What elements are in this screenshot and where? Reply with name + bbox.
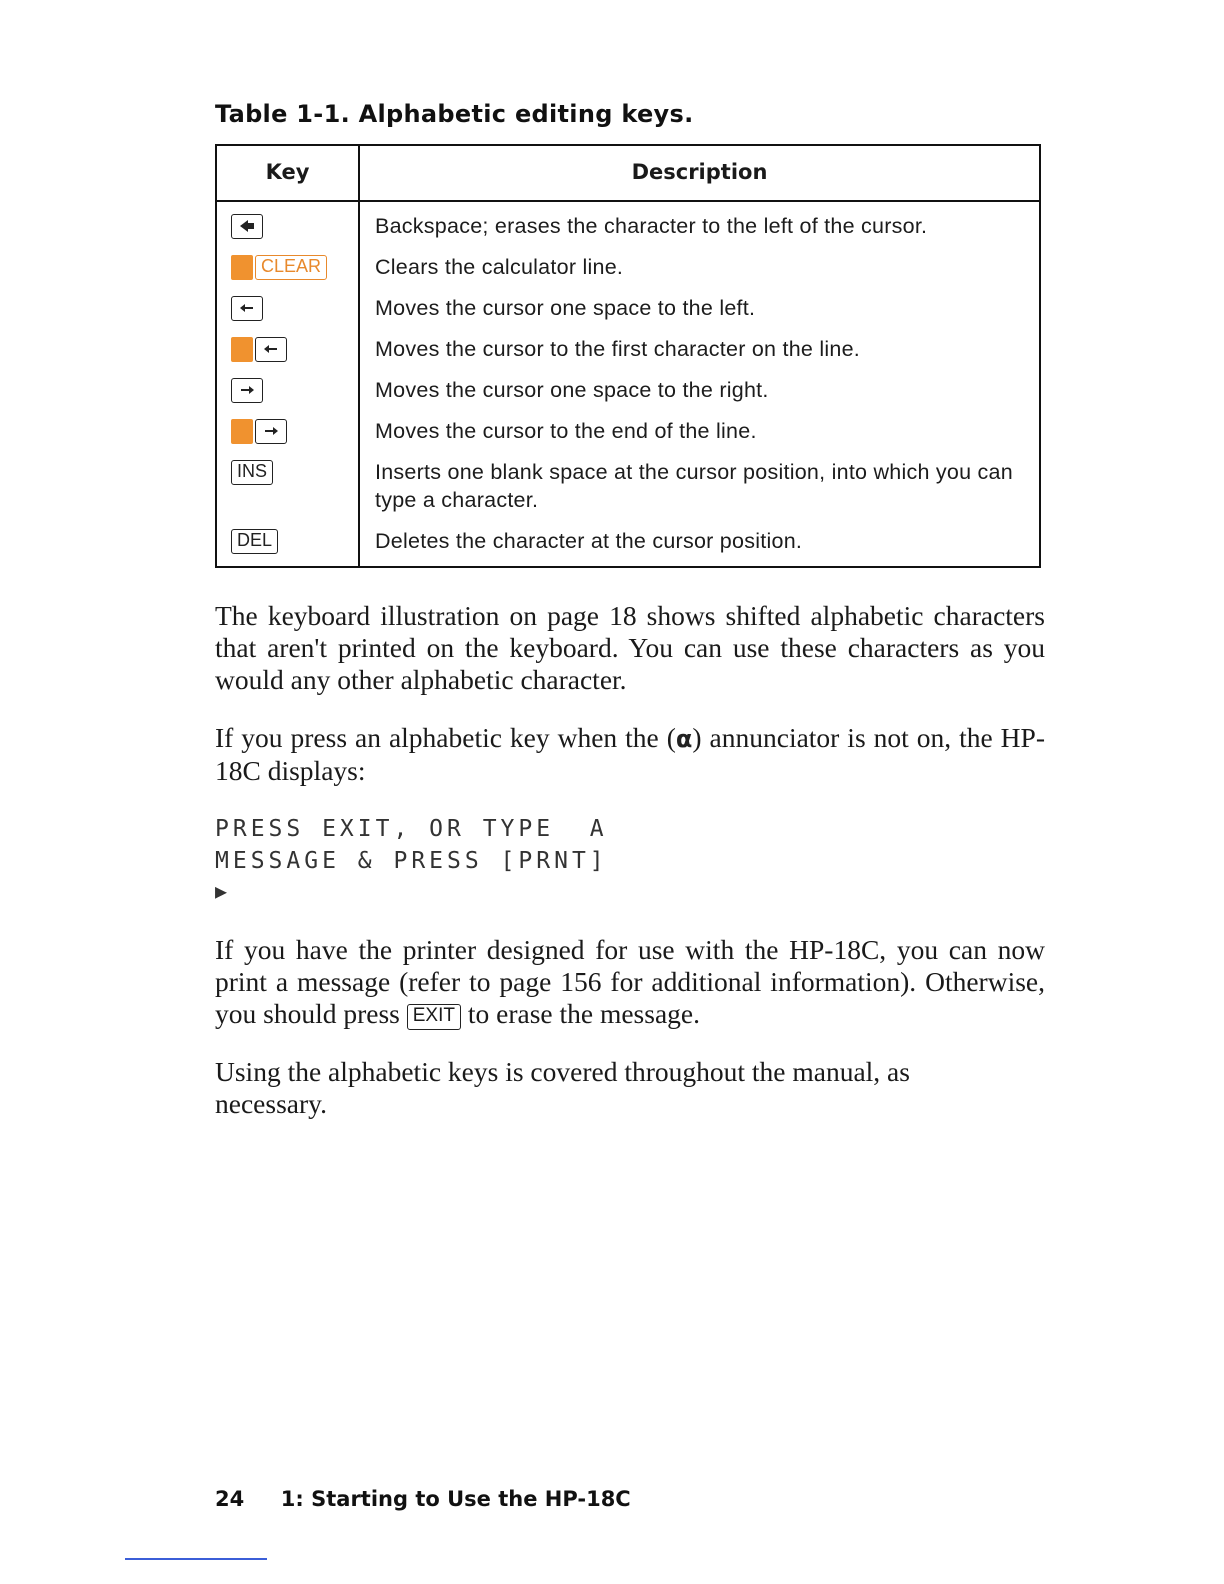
key-cell bbox=[231, 417, 287, 445]
para3-text-before: If you have the printer designed for use with the HP-18C, you can now print a message (refer to page 156 for additional information). Otherwise, you should press bbox=[215, 934, 1045, 1029]
display-line-1: PRESS EXIT, OR TYPE A bbox=[215, 816, 608, 842]
row-description: Deletes the character at the cursor position. bbox=[375, 529, 803, 553]
left-arrow-key-icon bbox=[231, 296, 263, 321]
chapter-title: 1: Starting to Use the HP-18C bbox=[280, 1487, 631, 1511]
display-line-2: MESSAGE & PRESS [PRNT] bbox=[215, 848, 608, 874]
alphabetic-editing-keys-table bbox=[215, 144, 1041, 568]
key-cell bbox=[231, 527, 278, 555]
row-description: Moves the cursor to the first character on the line. bbox=[375, 337, 861, 361]
table-header-row bbox=[217, 146, 1039, 202]
row-description: Backspace; erases the character to the left of the cursor. bbox=[375, 214, 928, 238]
exit-key: EXIT bbox=[407, 1004, 461, 1030]
para2-text-before: If you press an alphabetic key when the ( bbox=[215, 722, 676, 753]
key-cell bbox=[231, 253, 327, 281]
para3-text-after: to erase the message. bbox=[460, 998, 700, 1029]
row-description: Clears the calculator line. bbox=[375, 255, 624, 279]
paragraph-keyboard-illustration: The keyboard illustration on page 18 shows shifted alphabetic characters that aren't printed on the keyboard. You can use these characters as you would any other alphabetic character. bbox=[215, 600, 1045, 695]
paragraph-usage: Using the alphabetic keys is covered throughout the manual, as necessary. bbox=[215, 1056, 910, 1119]
para2-text-after: ) annunciator is not on, the HP-18C displays: bbox=[215, 722, 1045, 786]
column-divider bbox=[358, 146, 360, 566]
clear-key: CLEAR bbox=[255, 255, 327, 280]
alpha-annunciator-icon: α bbox=[675, 725, 693, 753]
shift-key-icon bbox=[231, 255, 253, 280]
del-key: DEL bbox=[231, 529, 278, 554]
key-cell bbox=[231, 376, 263, 404]
row-description: Moves the cursor to the end of the line. bbox=[375, 419, 757, 443]
display-cursor-icon: ▶ bbox=[215, 879, 228, 903]
page-footer bbox=[215, 1487, 631, 1511]
key-cell bbox=[231, 294, 263, 322]
key-cell bbox=[231, 458, 273, 486]
scan-edge-line bbox=[125, 1558, 267, 1560]
right-arrow-key-icon bbox=[231, 378, 263, 403]
row-description: Moves the cursor one space to the right. bbox=[375, 378, 769, 402]
table-caption: Table 1-1. Alphabetic editing keys. bbox=[215, 100, 694, 128]
shift-key-icon bbox=[231, 419, 253, 444]
row-description: Moves the cursor one space to the left. bbox=[375, 296, 756, 320]
left-arrow-key-icon bbox=[255, 337, 287, 362]
paragraph-annunciator bbox=[215, 722, 1045, 787]
shift-key-icon bbox=[231, 337, 253, 362]
key-cell bbox=[231, 335, 287, 363]
ins-key: INS bbox=[231, 460, 273, 485]
header-description: Description bbox=[631, 160, 768, 184]
backspace-key-icon bbox=[231, 214, 263, 239]
paragraph-printer bbox=[215, 934, 1045, 1030]
row-description: Inserts one blank space at the cursor position, into which you can type a character. bbox=[375, 460, 1013, 512]
header-key: Key bbox=[265, 160, 310, 184]
page-number: 24 bbox=[215, 1487, 245, 1511]
key-cell bbox=[231, 212, 263, 240]
right-arrow-key-icon bbox=[255, 419, 287, 444]
